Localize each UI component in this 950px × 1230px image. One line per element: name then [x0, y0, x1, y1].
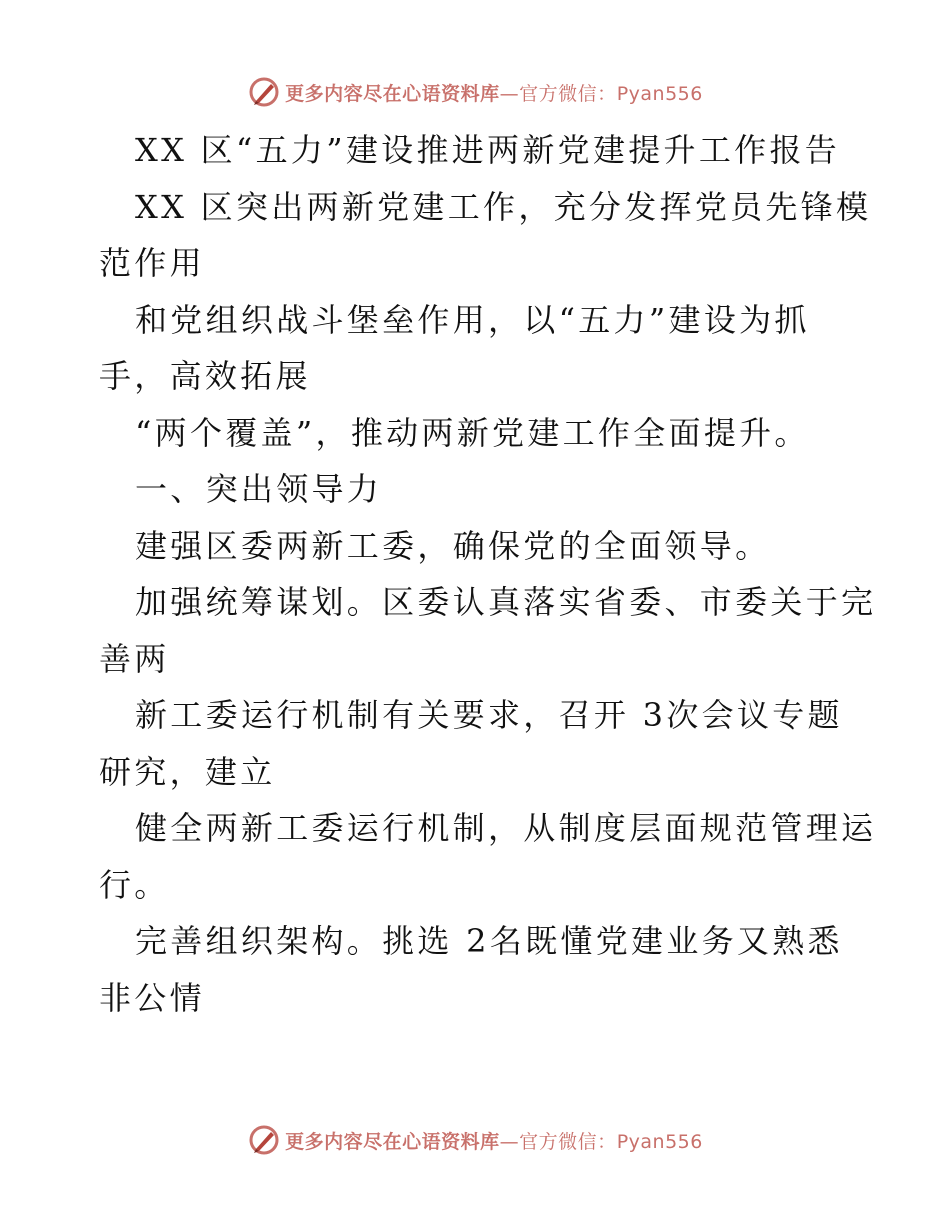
header-watermark — [0, 72, 950, 112]
watermark-id: Pyan556 — [616, 1130, 703, 1153]
text-line: 研究，建立 — [99, 752, 276, 791]
pen-logo-icon — [247, 75, 281, 109]
watermark-brand: 更多内容尽在心语资料库 — [285, 82, 500, 105]
text-line: 非公情 — [99, 978, 205, 1017]
text-line: 完善组织架构。挑选 2名既懂党建业务又熟悉 — [135, 922, 843, 960]
watermark-brand: 更多内容尽在心语资料库 — [285, 1130, 500, 1153]
text-line: 建强区委两新工委，确保党的全面领导。 — [135, 526, 771, 565]
text-line: 手，高效拓展 — [99, 357, 311, 395]
text-line: XX 区突出两新党建工作，充分发挥党员先锋模 — [135, 187, 872, 226]
watermark-label: 官方微信： — [519, 82, 617, 105]
text-line: 新工委运行机制有关要求，召开 3次会议专题 — [135, 696, 843, 734]
text-line: 范作用 — [99, 244, 205, 282]
text-line: 和党组织战斗堡垒作用，以“五力”建设为抓 — [135, 300, 810, 339]
text-line: 加强统筹谋划。区委认真落实省委、市委关于完 — [135, 583, 877, 621]
text-line: “两个覆盖”，推动两新党建工作全面提升。 — [135, 413, 810, 452]
watermark-text — [285, 79, 703, 106]
footer-watermark — [0, 1120, 950, 1160]
watermark-dash: — — [499, 82, 520, 105]
text-line: 行。 — [99, 865, 170, 904]
document-title: XX 区“五力”建设推进两新党建提升工作报告 — [135, 131, 841, 169]
watermark-dash: — — [499, 1130, 520, 1153]
text-line: 善两 — [99, 639, 170, 678]
text-line: 一、突出领导力 — [135, 470, 383, 508]
document-body — [99, 122, 877, 1026]
watermark-id: Pyan556 — [616, 82, 703, 105]
watermark-label: 官方微信： — [519, 1130, 617, 1153]
pen-logo-icon — [247, 1123, 281, 1157]
text-line: 健全两新工委运行机制，从制度层面规范管理运 — [135, 809, 877, 847]
watermark-text — [285, 1127, 703, 1154]
